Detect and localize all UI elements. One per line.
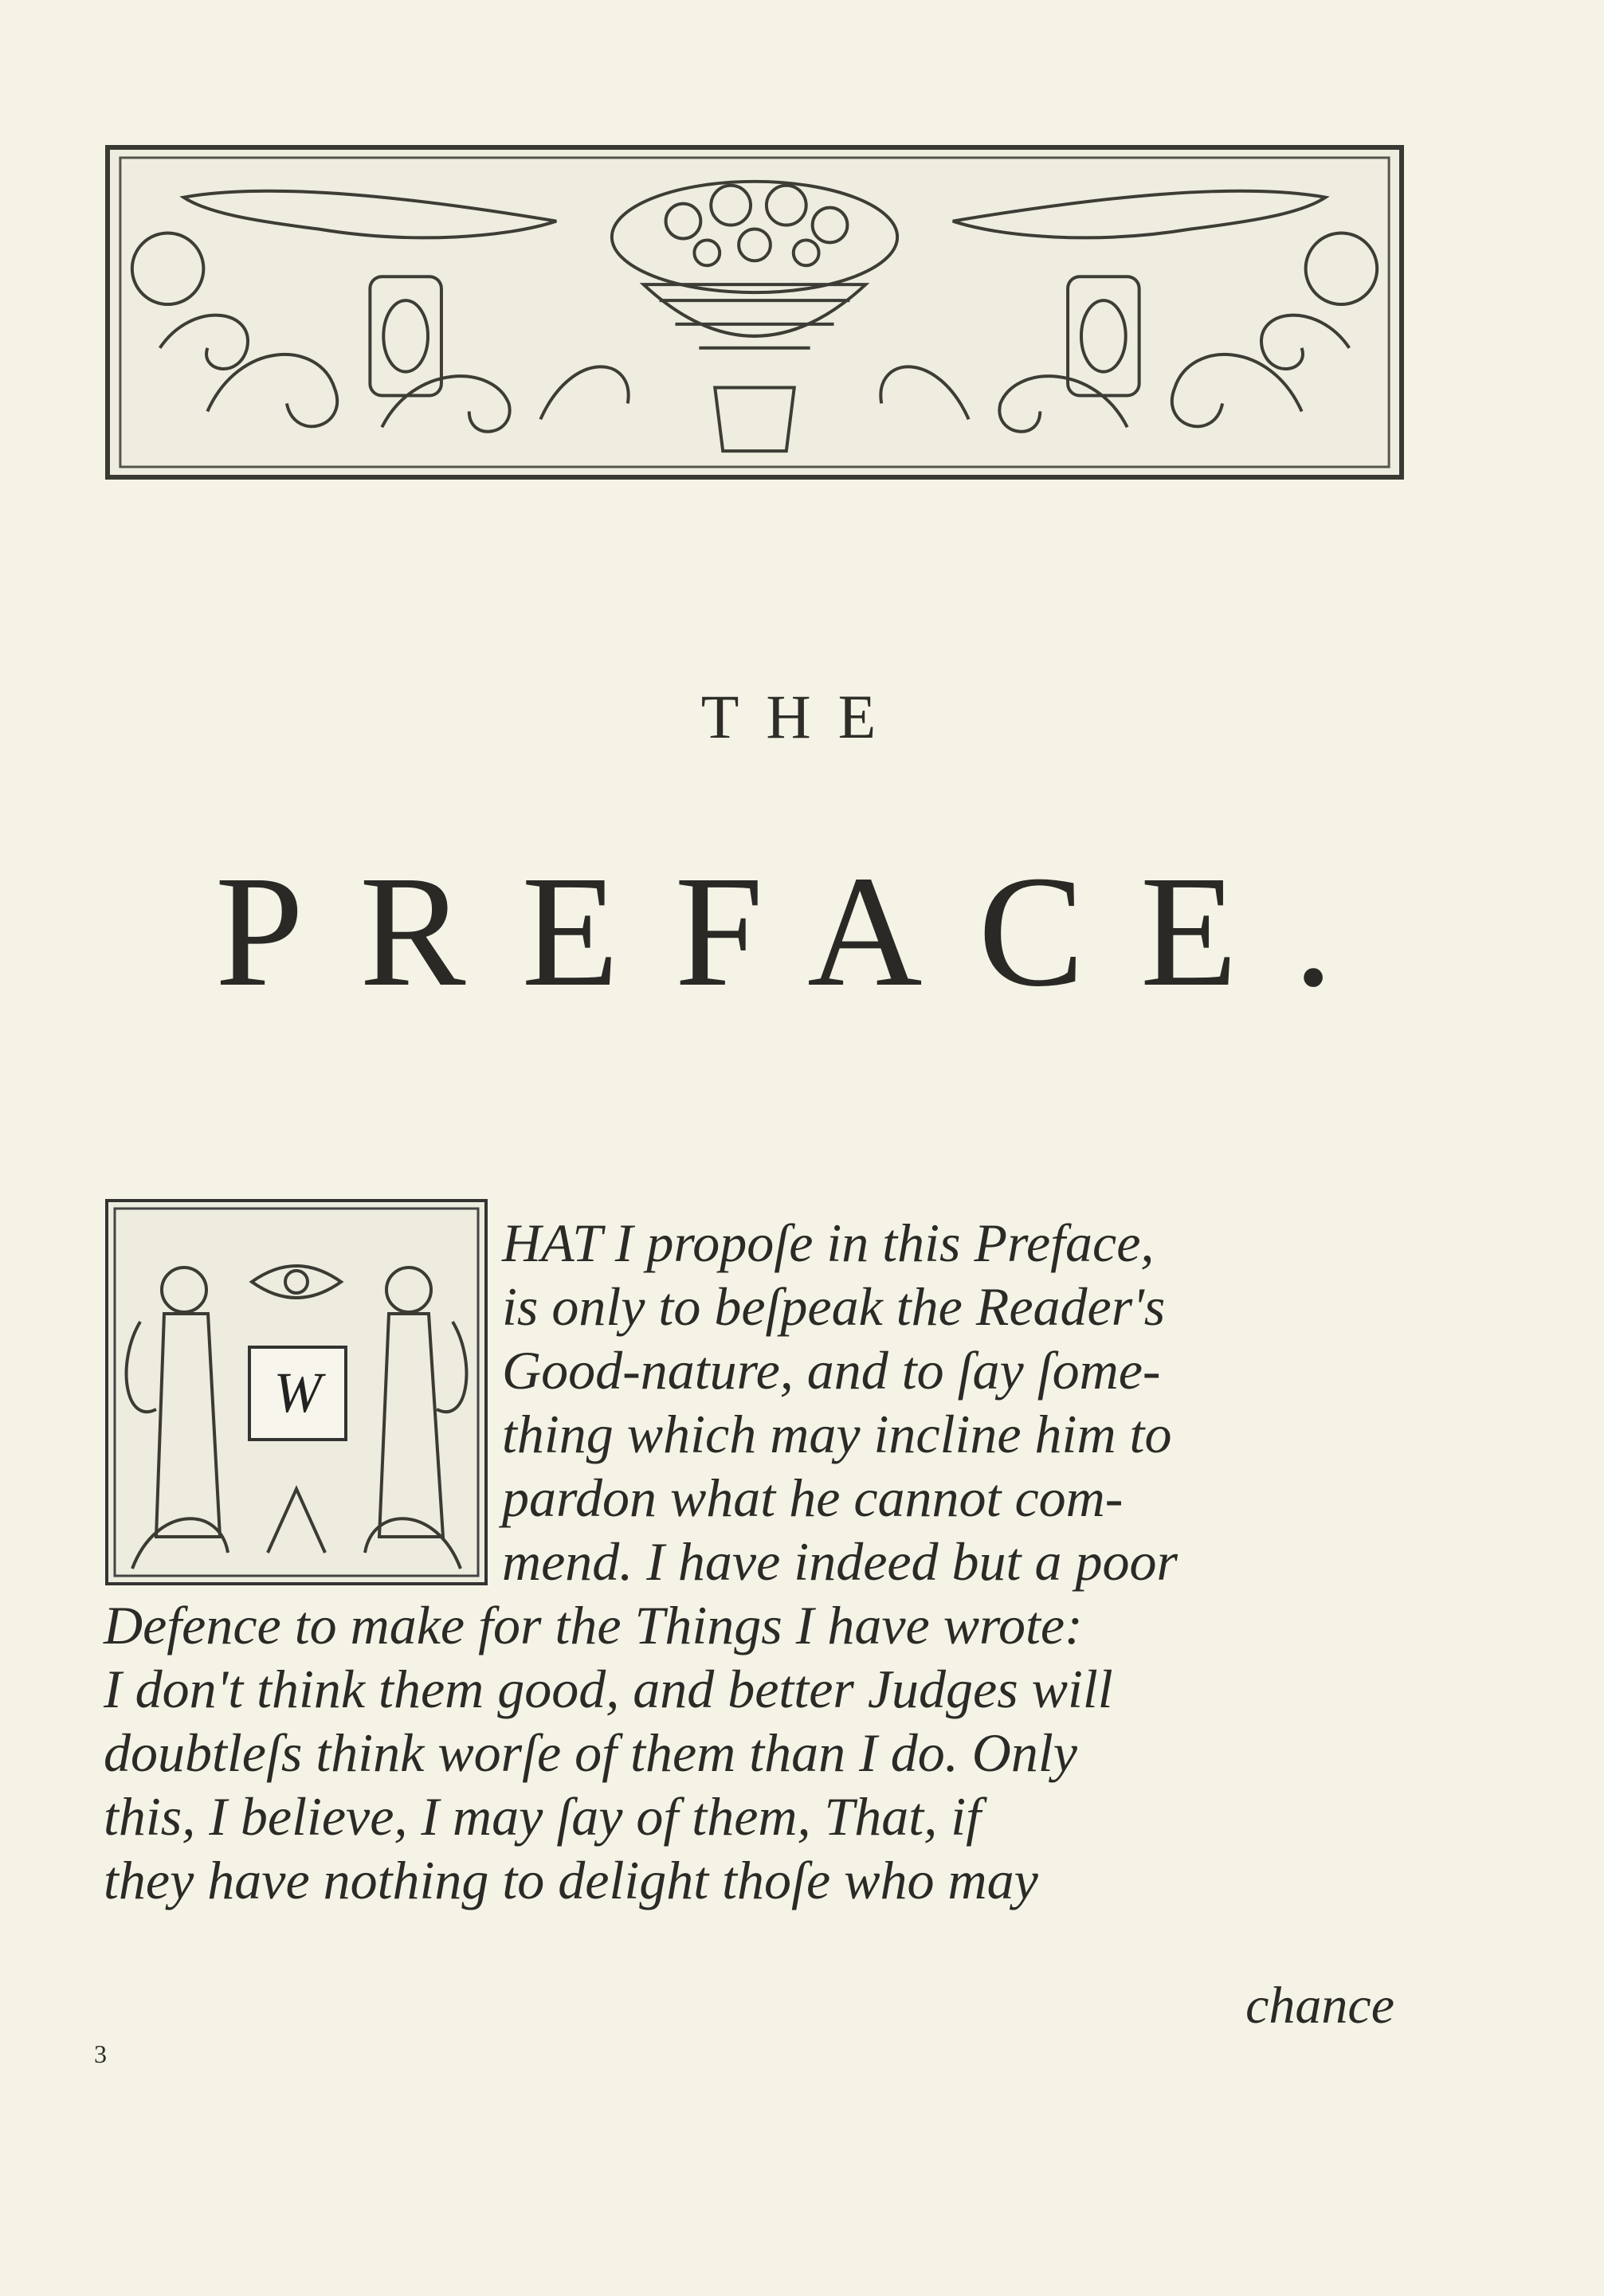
text-line-9: doubtleſs think worſe of them than I do. Only: [104, 1722, 1077, 1783]
text-line-8: I don't think them good, and better Judges will: [104, 1659, 1113, 1719]
ornamental-headpiece: [105, 145, 1404, 480]
text-line-6: mend. I have indeed but a poor: [502, 1531, 1178, 1592]
initial-letter: W: [248, 1346, 347, 1441]
catchword: chance: [1245, 1977, 1394, 2035]
text-line-5: pardon what he cannot com-: [502, 1467, 1124, 1528]
text-line-4: thing which may incline him to: [502, 1404, 1172, 1464]
headpiece-illustration: [110, 150, 1399, 475]
text-line-11: they have nothing to delight thoſe who may: [104, 1850, 1038, 1910]
decorated-initial: [105, 1199, 488, 1585]
heading-preface: PREFACE.: [214, 844, 1390, 1020]
text-line-2: is only to beſpeak the Reader's: [502, 1276, 1166, 1337]
signature-mark: 3: [94, 2039, 107, 2068]
text-line-1: HAT I propoſe in this Preface,: [502, 1213, 1155, 1273]
text-line-3: Good-nature, and to ſay ſome-: [502, 1340, 1161, 1401]
text-line-7: Defence to make for the Things I have wrote:: [104, 1595, 1083, 1655]
text-line-10: this, I believe, I may ſay of them, That, if: [104, 1786, 981, 1847]
heading-the: THE: [700, 682, 904, 751]
